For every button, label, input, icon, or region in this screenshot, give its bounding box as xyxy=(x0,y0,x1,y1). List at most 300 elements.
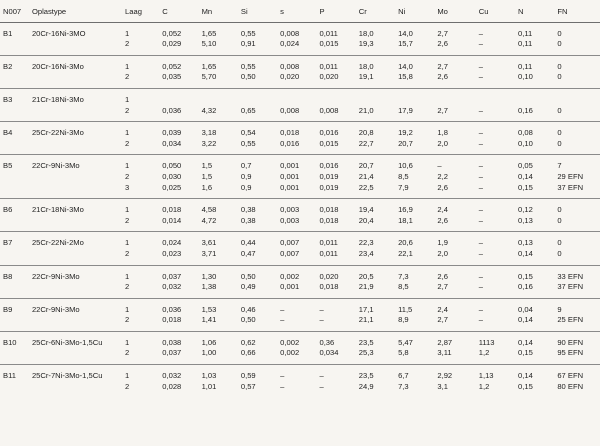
value-cell: 8,9 xyxy=(395,314,434,331)
value-cell: 2,4 xyxy=(437,304,448,314)
value-cell: 20,7 xyxy=(358,161,374,171)
value-cell: 7,3 xyxy=(398,381,409,391)
value-cell: 0,15 xyxy=(518,381,533,391)
value-cell: 1 xyxy=(125,205,130,215)
value-cell: 0,38 xyxy=(240,205,256,215)
table-row xyxy=(0,365,600,381)
value-cell: 0,002 xyxy=(277,347,316,364)
value-cell: 0,003 xyxy=(280,205,300,215)
value-cell: 37 EFN xyxy=(554,182,600,199)
value-cell: 0,66 xyxy=(238,347,277,364)
value-cell: 0,034 xyxy=(159,138,198,155)
value-cell: 0,007 xyxy=(277,248,316,265)
value-cell: 2 xyxy=(122,347,159,364)
value-cell: 1 xyxy=(125,371,130,381)
value-cell xyxy=(238,88,277,104)
value-cell: 4,58 xyxy=(201,205,217,215)
value-cell: 2 xyxy=(122,248,159,265)
table-row xyxy=(0,138,600,155)
value-cell: 0,025 xyxy=(159,182,198,199)
sample-group xyxy=(0,331,600,364)
value-cell: 1,2 xyxy=(476,347,515,364)
value-cell xyxy=(159,88,198,104)
value-cell: 1 xyxy=(125,271,130,281)
value-cell: 2,7 xyxy=(434,105,475,122)
value-cell: 0,015 xyxy=(316,38,355,55)
value-cell: 1,65 xyxy=(201,61,217,71)
value-cell: 0,018 xyxy=(162,205,182,215)
value-cell: – xyxy=(319,381,324,391)
value-cell: 0,024 xyxy=(162,238,182,248)
value-cell: 22,3 xyxy=(358,238,374,248)
table-row xyxy=(0,38,600,55)
value-cell: 1,5 xyxy=(201,171,213,181)
value-cell: 21,4 xyxy=(358,171,374,181)
sample-id-cell xyxy=(0,38,29,55)
sample-id-cell xyxy=(0,215,29,232)
value-cell: 0,62 xyxy=(240,337,256,347)
value-cell: 0,028 xyxy=(162,381,182,391)
value-cell: 1 xyxy=(125,94,130,104)
value-cell: 0,032 xyxy=(159,281,198,298)
value-cell: 2,7 xyxy=(437,28,448,38)
sample-id-cell xyxy=(0,171,29,182)
value-cell: 0,008 xyxy=(280,61,300,71)
weld-type-cell xyxy=(29,381,122,398)
value-cell: 3 xyxy=(122,182,159,199)
value-cell: – xyxy=(476,248,515,265)
weld-type-cell xyxy=(29,281,122,298)
value-cell: 1 xyxy=(125,304,130,314)
weld-type-cell xyxy=(29,347,122,364)
value-cell xyxy=(476,88,515,104)
value-cell: 8,5 xyxy=(398,171,409,181)
value-cell: 0,49 xyxy=(238,281,277,298)
weld-type-cell xyxy=(29,138,122,155)
value-cell: 0,016 xyxy=(277,138,316,155)
value-cell xyxy=(277,88,316,104)
value-cell: 0,55 xyxy=(238,138,277,155)
value-cell: 2 xyxy=(122,314,159,331)
value-cell: 0,11 xyxy=(518,61,533,71)
value-cell: 0,018 xyxy=(319,205,339,215)
value-cell: 2,7 xyxy=(434,281,475,298)
value-cell: 1 xyxy=(125,238,130,248)
header-cell-cr: Cr xyxy=(356,4,395,22)
value-cell xyxy=(515,88,554,104)
weld-type-cell: 22Cr-9Ni-3Mo xyxy=(31,161,80,171)
value-cell: 5,70 xyxy=(199,71,238,88)
value-cell: 0,020 xyxy=(319,271,339,281)
value-cell: 15,8 xyxy=(395,71,434,88)
value-cell: – xyxy=(437,161,442,171)
value-cell: 2,7 xyxy=(437,61,448,71)
value-cell: 0 xyxy=(557,238,562,248)
value-cell: 1,9 xyxy=(437,238,448,248)
value-cell: 1,06 xyxy=(201,337,217,347)
table-row xyxy=(0,314,600,331)
value-cell: 0,44 xyxy=(240,238,256,248)
value-cell: 0,050 xyxy=(162,161,182,171)
value-cell: 0,91 xyxy=(238,38,277,55)
value-cell: 0,08 xyxy=(518,128,533,138)
value-cell: – xyxy=(478,61,483,71)
value-cell: 4,72 xyxy=(199,215,238,232)
value-cell: 0,052 xyxy=(162,28,182,38)
value-cell: 0,032 xyxy=(162,371,182,381)
value-cell: 0,015 xyxy=(316,138,355,155)
value-cell: 0,016 xyxy=(319,128,339,138)
table-row xyxy=(0,171,600,182)
value-cell: 20,7 xyxy=(395,138,434,155)
value-cell: – xyxy=(478,161,483,171)
value-cell: 25,3 xyxy=(356,347,395,364)
value-cell: 19,1 xyxy=(356,71,395,88)
value-cell: 25 EFN xyxy=(554,314,600,331)
value-cell: 0 xyxy=(554,215,600,232)
value-cell: 2,4 xyxy=(437,205,448,215)
value-cell: 0,011 xyxy=(316,248,355,265)
value-cell xyxy=(356,88,395,104)
value-cell: 29 EFN xyxy=(557,171,584,181)
sample-id-cell xyxy=(0,105,29,122)
value-cell xyxy=(199,88,238,104)
sample-id-cell xyxy=(0,71,29,88)
value-cell: – xyxy=(280,381,285,391)
weld-type-cell xyxy=(29,105,122,122)
sample-group xyxy=(0,365,600,398)
value-cell: 0,014 xyxy=(159,215,198,232)
weld-type-cell: 21Cr-18Ni-3Mo xyxy=(31,205,84,215)
value-cell: 1,03 xyxy=(201,371,217,381)
value-cell: 0,9 xyxy=(240,171,252,181)
weld-type-cell xyxy=(29,314,122,331)
value-cell: 0,16 xyxy=(515,281,554,298)
value-cell: 20,5 xyxy=(358,271,374,281)
value-cell: 0,036 xyxy=(159,105,198,122)
table-row xyxy=(0,298,600,314)
value-cell: 0,38 xyxy=(238,215,277,232)
value-cell: 18,1 xyxy=(395,215,434,232)
value-cell: 0,55 xyxy=(240,28,256,38)
value-cell: 0 xyxy=(557,205,562,215)
value-cell: 23,4 xyxy=(356,248,395,265)
value-cell: 21,0 xyxy=(356,105,395,122)
value-cell: 1,38 xyxy=(199,281,238,298)
value-cell: 0,11 xyxy=(515,38,554,55)
weld-type-cell: 20Cr-16Ni-3Mo xyxy=(31,61,84,71)
value-cell: 2,6 xyxy=(434,182,475,199)
sample-group xyxy=(0,199,600,232)
value-cell xyxy=(395,88,434,104)
value-cell: – xyxy=(478,238,483,248)
value-cell: 1,2 xyxy=(478,381,490,391)
value-cell: – xyxy=(319,304,324,314)
value-cell: 0 xyxy=(557,61,562,71)
value-cell: 0,59 xyxy=(240,371,256,381)
value-cell: 2,2 xyxy=(437,171,448,181)
weld-type-cell xyxy=(29,71,122,88)
header-row xyxy=(0,4,600,22)
value-cell: 1,53 xyxy=(201,304,217,314)
value-cell: 0,008 xyxy=(277,105,316,122)
value-cell: 0,10 xyxy=(515,71,554,88)
sample-id-cell: B3 xyxy=(3,94,13,104)
sample-id-cell xyxy=(0,314,29,331)
value-cell: 2 xyxy=(122,215,159,232)
value-cell: 0,011 xyxy=(319,28,338,38)
value-cell: 0,46 xyxy=(240,304,256,314)
value-cell: 16,9 xyxy=(398,205,413,215)
value-cell: – xyxy=(476,281,515,298)
value-cell: – xyxy=(478,304,483,314)
sample-group xyxy=(0,298,600,331)
value-cell: – xyxy=(476,38,515,55)
sample-id-cell: B11 xyxy=(3,371,16,381)
value-cell: – xyxy=(316,314,355,331)
weld-type-cell: 25Cr-22Ni-3Mo xyxy=(31,128,84,138)
value-cell: 0,55 xyxy=(240,61,256,71)
value-cell: 2,6 xyxy=(437,271,448,281)
value-cell: 0 xyxy=(557,128,562,138)
weld-type-cell: 22Cr-9Ni-3Mo xyxy=(31,304,80,314)
value-cell: 0,018 xyxy=(280,128,300,138)
value-cell: 18,0 xyxy=(358,61,374,71)
value-cell: – xyxy=(478,28,483,38)
value-cell: 0,018 xyxy=(316,215,355,232)
value-cell: 5,10 xyxy=(199,38,238,55)
sample-id-cell: B10 xyxy=(3,337,17,347)
sample-id-cell: B2 xyxy=(3,61,13,71)
value-cell: 2,92 xyxy=(437,371,453,381)
value-cell: 7 xyxy=(557,161,562,171)
header-cell-laag: Laag xyxy=(122,4,159,22)
table-row xyxy=(0,155,600,171)
value-cell: 1,01 xyxy=(201,381,217,391)
value-cell: – xyxy=(476,314,515,331)
value-cell: – xyxy=(476,105,515,122)
value-cell: 3,1 xyxy=(437,381,448,391)
sample-group xyxy=(0,265,600,298)
weld-type-cell: 21Cr-18Ni-3Mo xyxy=(31,94,84,104)
value-cell: 2,7 xyxy=(434,314,475,331)
value-cell: 23,5 xyxy=(358,337,374,347)
table-row xyxy=(0,381,600,398)
value-cell: 0,023 xyxy=(159,248,198,265)
value-cell: 1,41 xyxy=(199,314,238,331)
value-cell: 3,22 xyxy=(199,138,238,155)
weld-composition-table xyxy=(0,4,600,397)
value-cell: – xyxy=(319,371,324,381)
weld-type-cell xyxy=(29,171,122,182)
table-row xyxy=(0,122,600,138)
value-cell: 0,04 xyxy=(518,304,533,314)
value-cell: – xyxy=(476,138,515,155)
table-row xyxy=(0,347,600,364)
value-cell: 3,11 xyxy=(434,347,475,364)
value-cell: – xyxy=(478,171,483,181)
value-cell: 0,001 xyxy=(280,161,300,171)
value-cell: 1 xyxy=(125,161,130,171)
weld-type-cell xyxy=(29,215,122,232)
value-cell: 0,029 xyxy=(159,38,198,55)
value-cell: 22,5 xyxy=(356,182,395,199)
value-cell: 24,9 xyxy=(358,381,374,391)
value-cell: 0,9 xyxy=(238,182,277,199)
sample-id-cell xyxy=(0,138,29,155)
sample-id-cell: B5 xyxy=(3,161,13,171)
sample-group xyxy=(0,55,600,88)
value-cell: 0,65 xyxy=(238,105,277,122)
sample-id-cell: B7 xyxy=(3,238,13,248)
table-row xyxy=(0,232,600,248)
value-cell: 95 EFN xyxy=(554,347,600,364)
value-cell: 0,15 xyxy=(518,271,533,281)
sample-id-cell: B9 xyxy=(3,304,13,314)
value-cell: 2,6 xyxy=(434,215,475,232)
header-cell-c: C xyxy=(159,4,198,22)
header-cell-mo: Mo xyxy=(434,4,475,22)
value-cell: 0,019 xyxy=(316,182,355,199)
value-cell: 0,011 xyxy=(319,238,338,248)
sample-group xyxy=(0,155,600,199)
value-cell: 0,14 xyxy=(515,314,554,331)
value-cell: 0,003 xyxy=(277,215,316,232)
value-cell: 67 EFN xyxy=(557,371,584,381)
table-row xyxy=(0,281,600,298)
value-cell: 1,65 xyxy=(201,28,217,38)
value-cell: 2 xyxy=(122,38,159,55)
value-cell: 1,8 xyxy=(437,128,448,138)
weld-type-cell xyxy=(29,38,122,55)
sample-id-cell: B4 xyxy=(3,128,13,138)
value-cell: 1 xyxy=(125,128,130,138)
table-header xyxy=(0,4,600,22)
value-cell: 2 xyxy=(122,138,159,155)
value-cell: 0,020 xyxy=(277,71,316,88)
header-cell-n: N xyxy=(515,4,554,22)
value-cell: 19,4 xyxy=(358,205,374,215)
table-row xyxy=(0,71,600,88)
value-cell: 0,037 xyxy=(162,271,182,281)
value-cell: 0,13 xyxy=(515,215,554,232)
value-cell: – xyxy=(478,205,483,215)
value-cell: 0,002 xyxy=(280,337,300,347)
table-row xyxy=(0,105,600,122)
value-cell: – xyxy=(280,371,285,381)
value-cell: 0,008 xyxy=(280,28,300,38)
value-cell: – xyxy=(277,314,316,331)
value-cell: 0,039 xyxy=(162,128,182,138)
value-cell: 2,0 xyxy=(434,248,475,265)
value-cell: 0,15 xyxy=(515,182,554,199)
value-cell: 2 xyxy=(125,381,130,391)
value-cell: 0,008 xyxy=(316,105,355,122)
header-cell-oplastype: Oplastype xyxy=(29,4,122,22)
value-cell: 0,018 xyxy=(159,314,198,331)
table-row xyxy=(0,88,600,104)
value-cell: – xyxy=(476,182,515,199)
value-cell: 21,1 xyxy=(356,314,395,331)
value-cell: 1 xyxy=(125,337,130,347)
value-cell: – xyxy=(478,271,483,281)
header-cell-si: Si xyxy=(238,4,277,22)
value-cell: 2,0 xyxy=(434,138,475,155)
weld-type-cell xyxy=(29,248,122,265)
value-cell: 0 xyxy=(554,38,600,55)
value-cell: 0,36 xyxy=(319,337,335,347)
value-cell: 0 xyxy=(554,248,600,265)
value-cell: 14,0 xyxy=(398,61,413,71)
value-cell: 23,5 xyxy=(358,371,374,381)
sample-group xyxy=(0,232,600,265)
value-cell: 1,30 xyxy=(201,271,217,281)
sample-id-cell: B6 xyxy=(3,205,13,215)
value-cell: 21,9 xyxy=(356,281,395,298)
header-cell-n007: N007 xyxy=(0,4,29,22)
value-cell: – xyxy=(478,128,483,138)
value-cell: 0 xyxy=(554,71,600,88)
value-cell: 11,5 xyxy=(398,304,413,314)
value-cell: 5,8 xyxy=(395,347,434,364)
value-cell: 9 xyxy=(557,304,562,314)
value-cell: 0,54 xyxy=(240,128,256,138)
sample-group xyxy=(0,22,600,55)
sample-group xyxy=(0,122,600,155)
value-cell: 1 xyxy=(125,28,130,38)
header-cell-s: s xyxy=(277,4,316,22)
value-cell: 4,32 xyxy=(199,105,238,122)
value-cell: 17,9 xyxy=(395,105,434,122)
value-cell: 7,3 xyxy=(398,271,409,281)
weld-type-cell: 25Cr-6Ni-3Mo-1,5Cu xyxy=(31,337,103,347)
weld-type-cell: 25Cr-22Ni-2Mo xyxy=(31,238,84,248)
value-cell: 0,15 xyxy=(515,347,554,364)
value-cell: 0 xyxy=(554,105,600,122)
value-cell: 20,6 xyxy=(398,238,413,248)
value-cell: 3,61 xyxy=(201,238,217,248)
value-cell: 15,7 xyxy=(395,38,434,55)
value-cell: 0,020 xyxy=(316,71,355,88)
weld-type-cell: 25Cr-7Ni-3Mo-1,5Cu xyxy=(31,371,103,381)
value-cell: 0,47 xyxy=(238,248,277,265)
value-cell: 2,6 xyxy=(434,71,475,88)
value-cell: 2 xyxy=(125,171,130,181)
value-cell: – xyxy=(476,215,515,232)
value-cell: 20,4 xyxy=(356,215,395,232)
value-cell: 0,024 xyxy=(277,38,316,55)
value-cell: 0,12 xyxy=(518,205,533,215)
sample-id-cell xyxy=(0,182,29,199)
sample-id-cell xyxy=(0,248,29,265)
value-cell: 90 EFN xyxy=(557,337,584,347)
value-cell: 5,47 xyxy=(398,337,413,347)
header-cell-ni: Ni xyxy=(395,4,434,22)
value-cell: 33 EFN xyxy=(557,271,584,281)
value-cell xyxy=(554,88,600,104)
weld-type-cell: 22Cr-9Ni-3Mo xyxy=(31,271,80,281)
value-cell: 22,1 xyxy=(395,248,434,265)
table-row xyxy=(0,55,600,71)
value-cell: 0,038 xyxy=(162,337,182,347)
table-row xyxy=(0,182,600,199)
value-cell: 6,7 xyxy=(398,371,409,381)
value-cell: 0,10 xyxy=(515,138,554,155)
value-cell: 3,71 xyxy=(199,248,238,265)
value-cell: 0,007 xyxy=(280,238,300,248)
value-cell: 2,87 xyxy=(437,337,453,347)
value-cell: 14,0 xyxy=(398,28,413,38)
